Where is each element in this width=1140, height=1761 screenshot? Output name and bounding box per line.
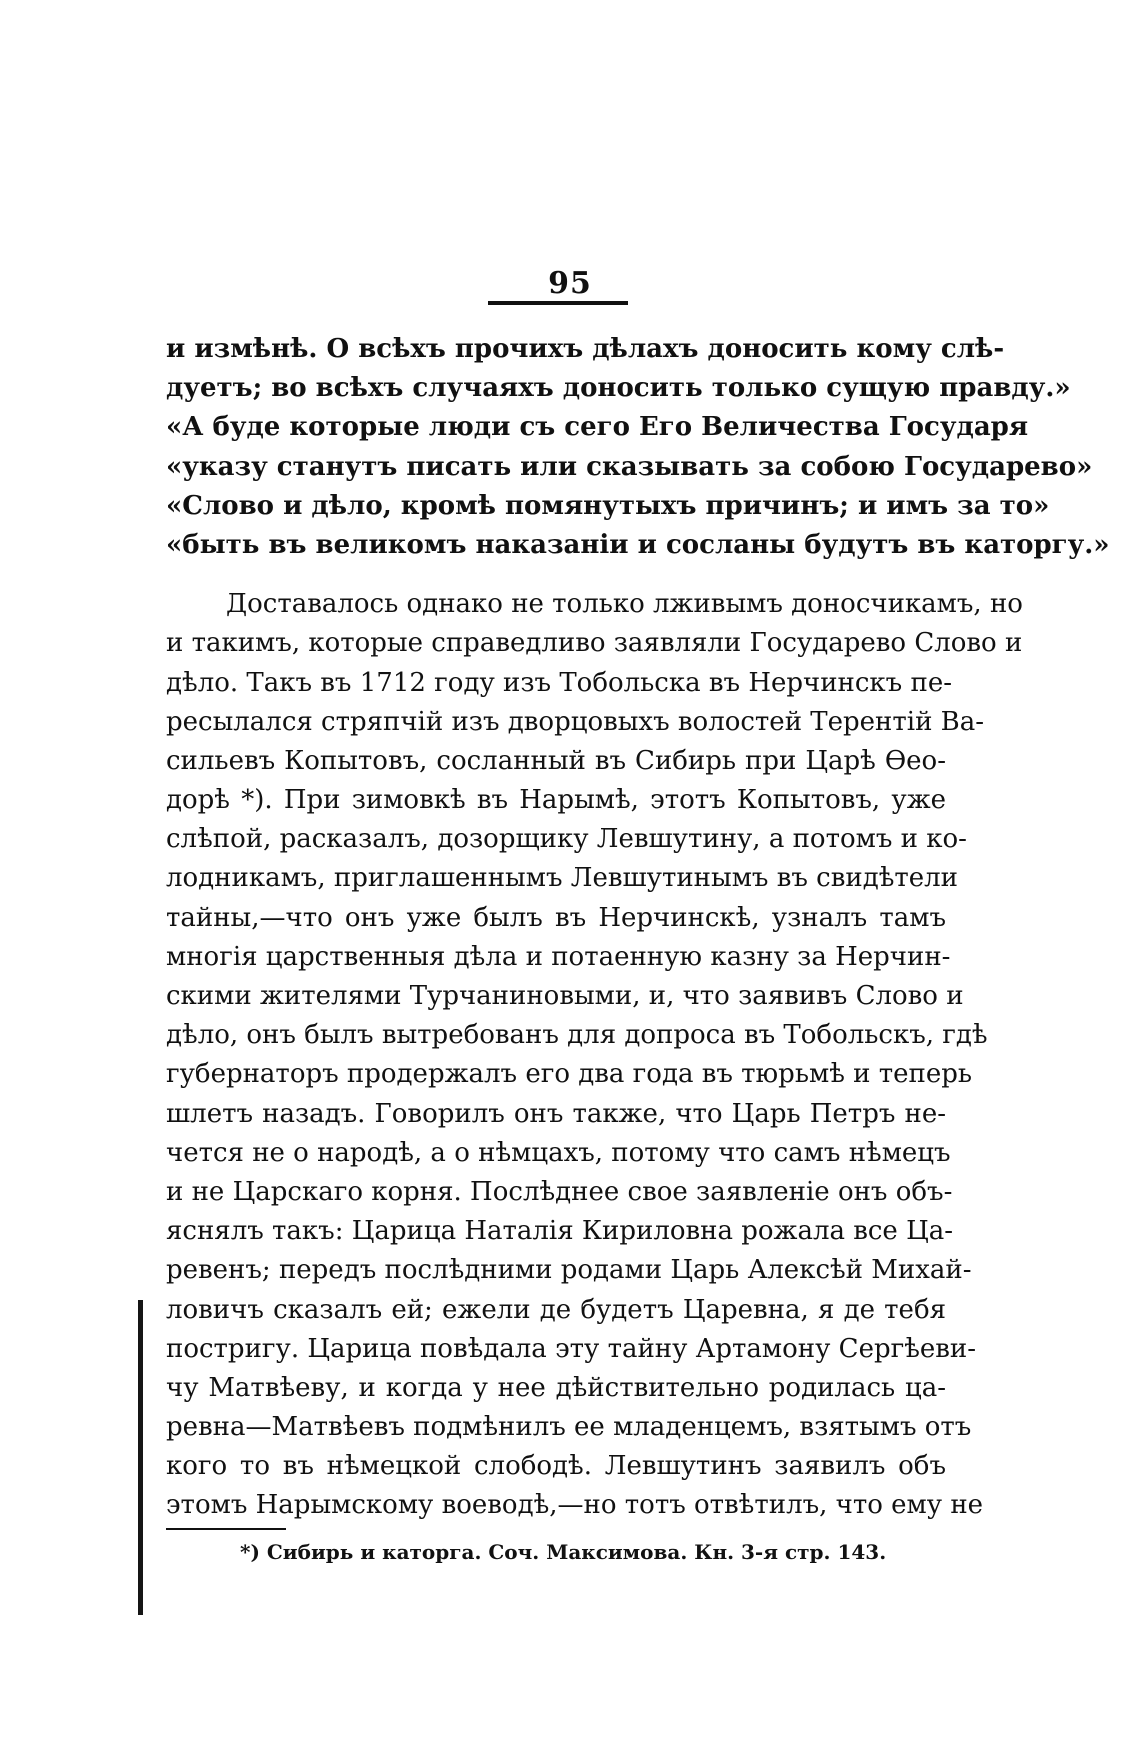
- quote-line: «Слово и дѣло, кромѣ помянутыхъ причинъ; и имъ за то»: [166, 490, 1050, 521]
- quote-line: «А буде которые люди съ сего Его Величества Государя: [166, 412, 1029, 443]
- page-number-underline: [488, 301, 628, 305]
- body-line: губернаторъ продержалъ его два года въ тюрьмѣ и теперь: [166, 1059, 973, 1090]
- quote-line: «быть въ великомъ наказаніи и сосланы будутъ въ каторгу.»: [166, 529, 1110, 560]
- body-line: и такимъ, которые справедливо заявляли Государево Слово и: [166, 628, 1023, 659]
- footnote: *) Сибирь и каторга. Соч. Максимова. Кн. 3-я стр. 143.: [240, 1540, 887, 1564]
- quote-block: [166, 330, 1110, 565]
- body-line: дѣло. Такъ въ 1712 году изъ Тобольска въ Нерчинскъ пе-: [166, 667, 952, 698]
- page-text: [166, 330, 1110, 1526]
- body-line: скими жителями Турчаниновыми, и, что заявивъ Слово и: [166, 981, 964, 1011]
- body-line: яснялъ такъ: Царица Наталія Кириловна рожала все Ца-: [166, 1216, 954, 1247]
- body-line: многія царственныя дѣла и потаенную казну за Нерчин-: [166, 941, 951, 972]
- body-line: чется не о народѣ, а о нѣмцахъ, потому что самъ нѣмецъ: [166, 1137, 951, 1168]
- body-line: сильевъ Копытовъ, сосланный въ Сибирь при Царѣ Ѳео-: [166, 745, 946, 776]
- body-line: тайны,—что онъ уже былъ въ Нерчинскѣ, узналъ тамъ: [166, 902, 946, 933]
- body-line: постригу. Царица повѣдала эту тайну Артамону Сергѣеви-: [166, 1333, 977, 1364]
- body-line: ресылался стряпчій изъ дворцовыхъ волостей Терентій Ва-: [166, 706, 985, 737]
- quote-line: и измѣнѣ. О всѣхъ прочихъ дѣлахъ доносить кому слѣ-: [166, 334, 1005, 364]
- body-line: ревна—Матвѣевъ подмѣнилъ ее младенцемъ, взятымъ отъ: [166, 1412, 972, 1443]
- body-line: дѣло, онъ былъ вытребованъ для допроса въ Тобольскъ, гдѣ: [166, 1020, 988, 1051]
- body-line: ловичъ сказалъ ей; ежели де будетъ Царевна, я де тебя: [166, 1294, 946, 1325]
- body-line: шлетъ назадъ. Говорилъ онъ также, что Царь Петръ не-: [166, 1098, 946, 1129]
- body-line: слѣпой, расказалъ, дозорщику Левшутину, а потомъ и ко-: [166, 824, 967, 855]
- body-line: ревенъ; передъ послѣдними родами Царь Алексѣй Михай-: [166, 1255, 972, 1286]
- quote-line: дуетъ; во всѣхъ случаяхъ доносить только сущую правду.»: [166, 373, 1071, 404]
- body-line: Доставалось однако не только лживымъ доносчикамъ, но: [226, 589, 1023, 620]
- body-line: этомъ Нарымскому воеводѣ,—но тотъ отвѣтилъ, что ему не: [166, 1490, 984, 1521]
- paragraph-gap: [166, 565, 946, 585]
- body-line: лодникамъ, приглашеннымъ Левшутинымъ въ свидѣтели: [166, 863, 958, 894]
- page-number: 95: [548, 266, 592, 301]
- quote-line: «указу станутъ писать или сказывать за собою Государево»: [166, 451, 1093, 482]
- body-line: и не Царскаго корня. Послѣднее свое заявленіе онъ объ-: [166, 1176, 953, 1207]
- body-line: чу Матвѣеву, и когда у нее дѣйствительно родилась ца-: [166, 1372, 946, 1403]
- body-paragraph: [166, 585, 1023, 1526]
- body-line: дорѣ *). При зимовкѣ въ Нарымѣ, этотъ Копытовъ, уже: [166, 785, 946, 816]
- body-line: кого то въ нѣмецкой слободѣ. Левшутинъ заявилъ объ: [166, 1451, 946, 1482]
- margin-scan-line: [138, 1300, 143, 1615]
- footnote-separator: [166, 1528, 286, 1530]
